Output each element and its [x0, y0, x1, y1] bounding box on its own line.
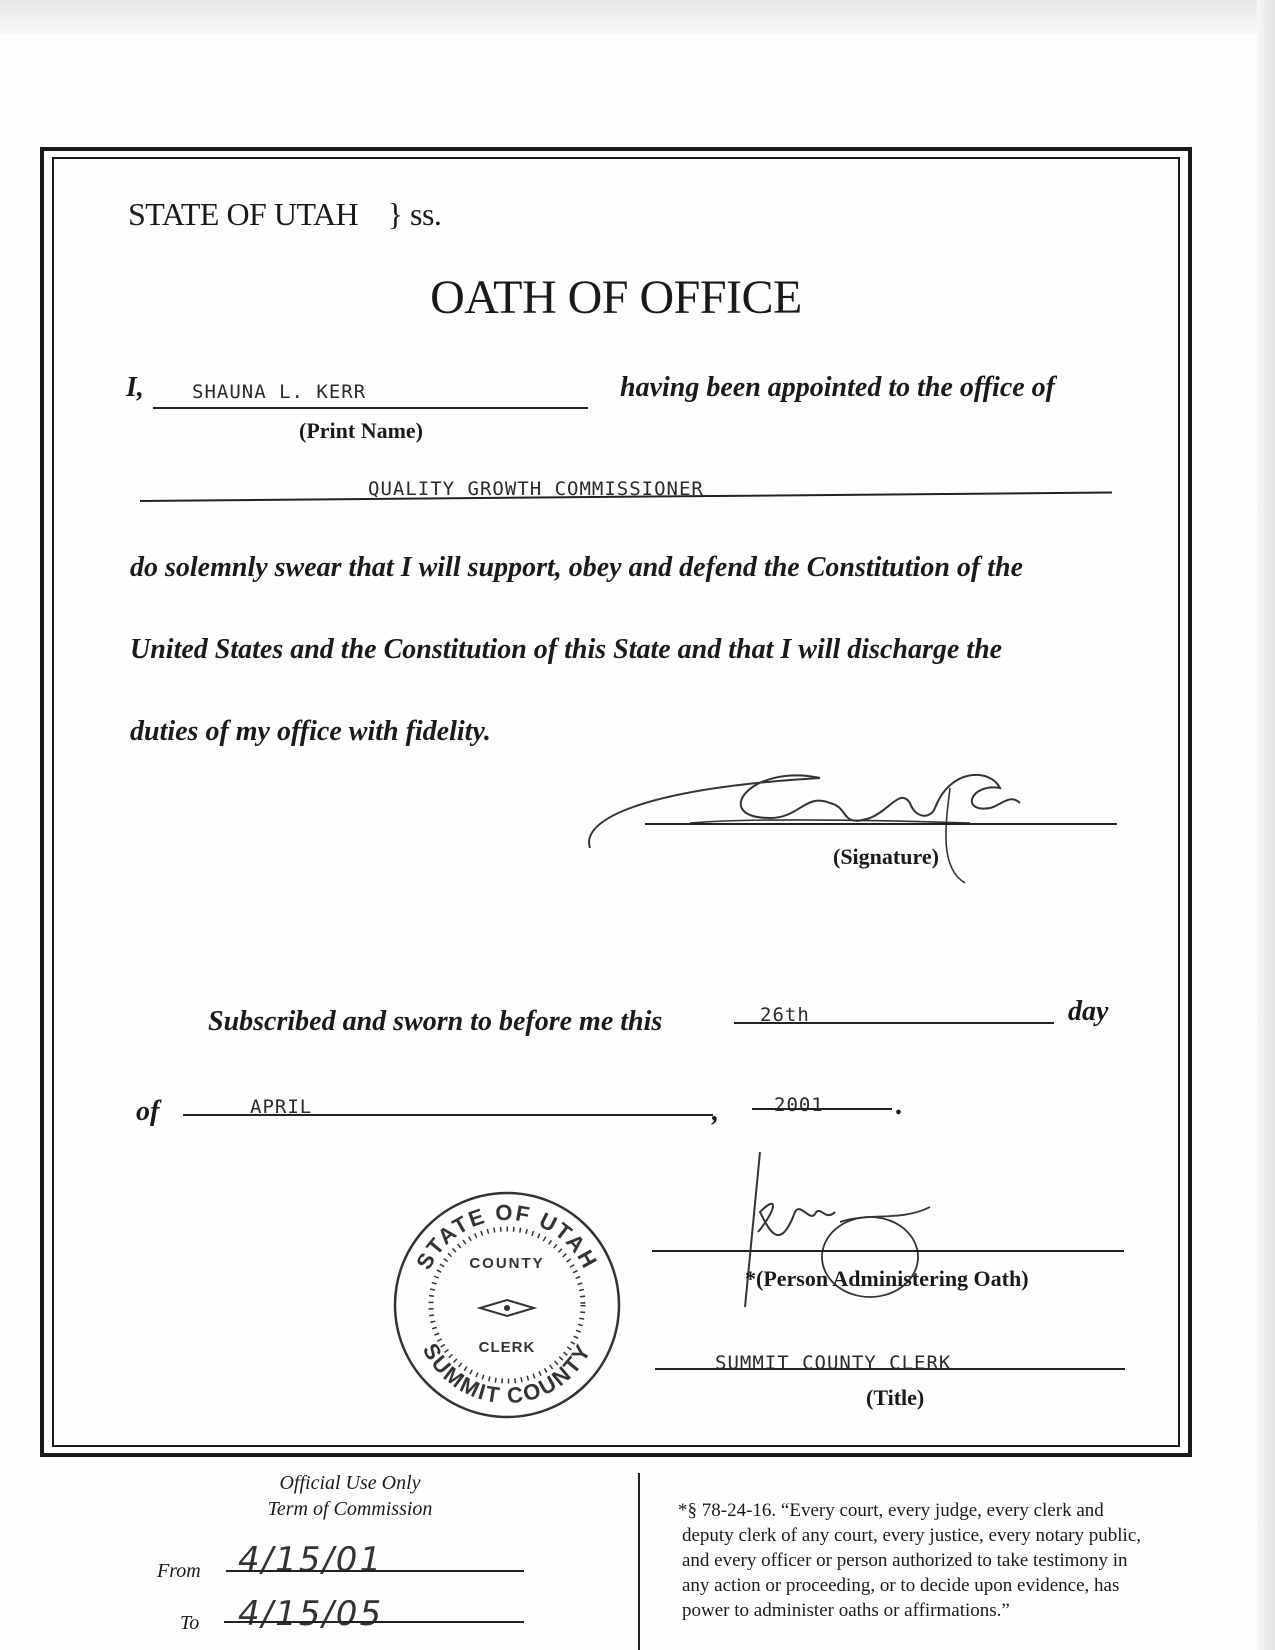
month-line — [183, 1114, 713, 1116]
print-name-value: SHAUNA L. KERR — [192, 381, 367, 403]
subscribed-text: Subscribed and sworn to before me this — [208, 1006, 663, 1037]
official-use-heading: Official Use Only — [279, 1472, 421, 1494]
state-heading — [128, 196, 441, 233]
from-label: From — [157, 1560, 201, 1582]
seal-bottom-text: SUMMIT COUNTY — [417, 1338, 597, 1409]
from-value: 4/15/01 — [238, 1540, 384, 1580]
state-name: STATE OF UTAH — [128, 196, 359, 232]
day-line — [734, 1022, 1054, 1024]
statute-line-1: *§ 78-24-16. “Every court, every judge, every clerk and — [678, 1500, 1104, 1521]
administrator-title-line — [655, 1368, 1125, 1370]
month-value: APRIL — [250, 1096, 313, 1118]
oath-text-line-3: duties of my office with fidelity. — [130, 716, 491, 747]
office-value: QUALITY GROWTH COMMISSIONER — [368, 478, 704, 500]
scan-top-edge — [0, 0, 1275, 34]
signature-line — [645, 823, 1117, 825]
day-label: day — [1068, 996, 1109, 1027]
pronoun-i: I, — [126, 372, 144, 403]
appointed-text: having been appointed to the office of — [620, 372, 1055, 403]
administrator-label: *(Person Administering Oath) — [745, 1266, 1029, 1291]
administrator-title-value: SUMMIT COUNTY CLERK — [715, 1352, 952, 1374]
scan-right-edge — [1257, 0, 1275, 1650]
day-value: 26th — [760, 1004, 810, 1026]
ss-mark: } ss. — [387, 196, 442, 232]
to-label: To — [180, 1612, 200, 1634]
date-comma: , — [712, 1096, 719, 1127]
county-clerk-seal — [392, 1190, 622, 1420]
administrator-line — [652, 1250, 1124, 1252]
statute-line-2: deputy clerk of any court, every justice, every notary public, — [682, 1525, 1141, 1546]
print-name-line — [153, 407, 588, 409]
oath-taker-signature — [570, 748, 1080, 888]
term-of-commission-heading: Term of Commission — [267, 1498, 433, 1520]
signature-label: (Signature) — [833, 844, 939, 869]
seal-clerk-text: CLERK — [478, 1339, 536, 1356]
from-line — [226, 1570, 524, 1572]
footer-divider — [638, 1473, 640, 1650]
statute-line-4: any action or proceeding, or to decide upon evidence, has — [682, 1575, 1120, 1596]
print-name-label: (Print Name) — [299, 418, 424, 443]
administrator-title-label: (Title) — [866, 1385, 925, 1410]
statute-line-3: and every officer or person authorized to take testimony in — [682, 1550, 1128, 1571]
year-value: 2001 — [774, 1094, 824, 1116]
document-title: OATH OF OFFICE — [430, 271, 802, 324]
statute-line-5: power to administer oaths or affirmations.” — [682, 1600, 1010, 1621]
seal-top-text: STATE OF UTAH — [411, 1199, 603, 1274]
date-period: . — [896, 1090, 903, 1121]
oath-text-line-2: United States and the Constitution of this State and that I will discharge the — [130, 634, 1003, 665]
seal-county-text: COUNTY — [469, 1255, 545, 1272]
year-line — [752, 1108, 892, 1110]
to-value: 4/15/05 — [238, 1594, 384, 1634]
to-line — [224, 1621, 524, 1623]
of-label: of — [136, 1096, 160, 1127]
oath-text-line-1: do solemnly swear that I will support, obey and defend the Constitution of the — [130, 552, 1023, 583]
